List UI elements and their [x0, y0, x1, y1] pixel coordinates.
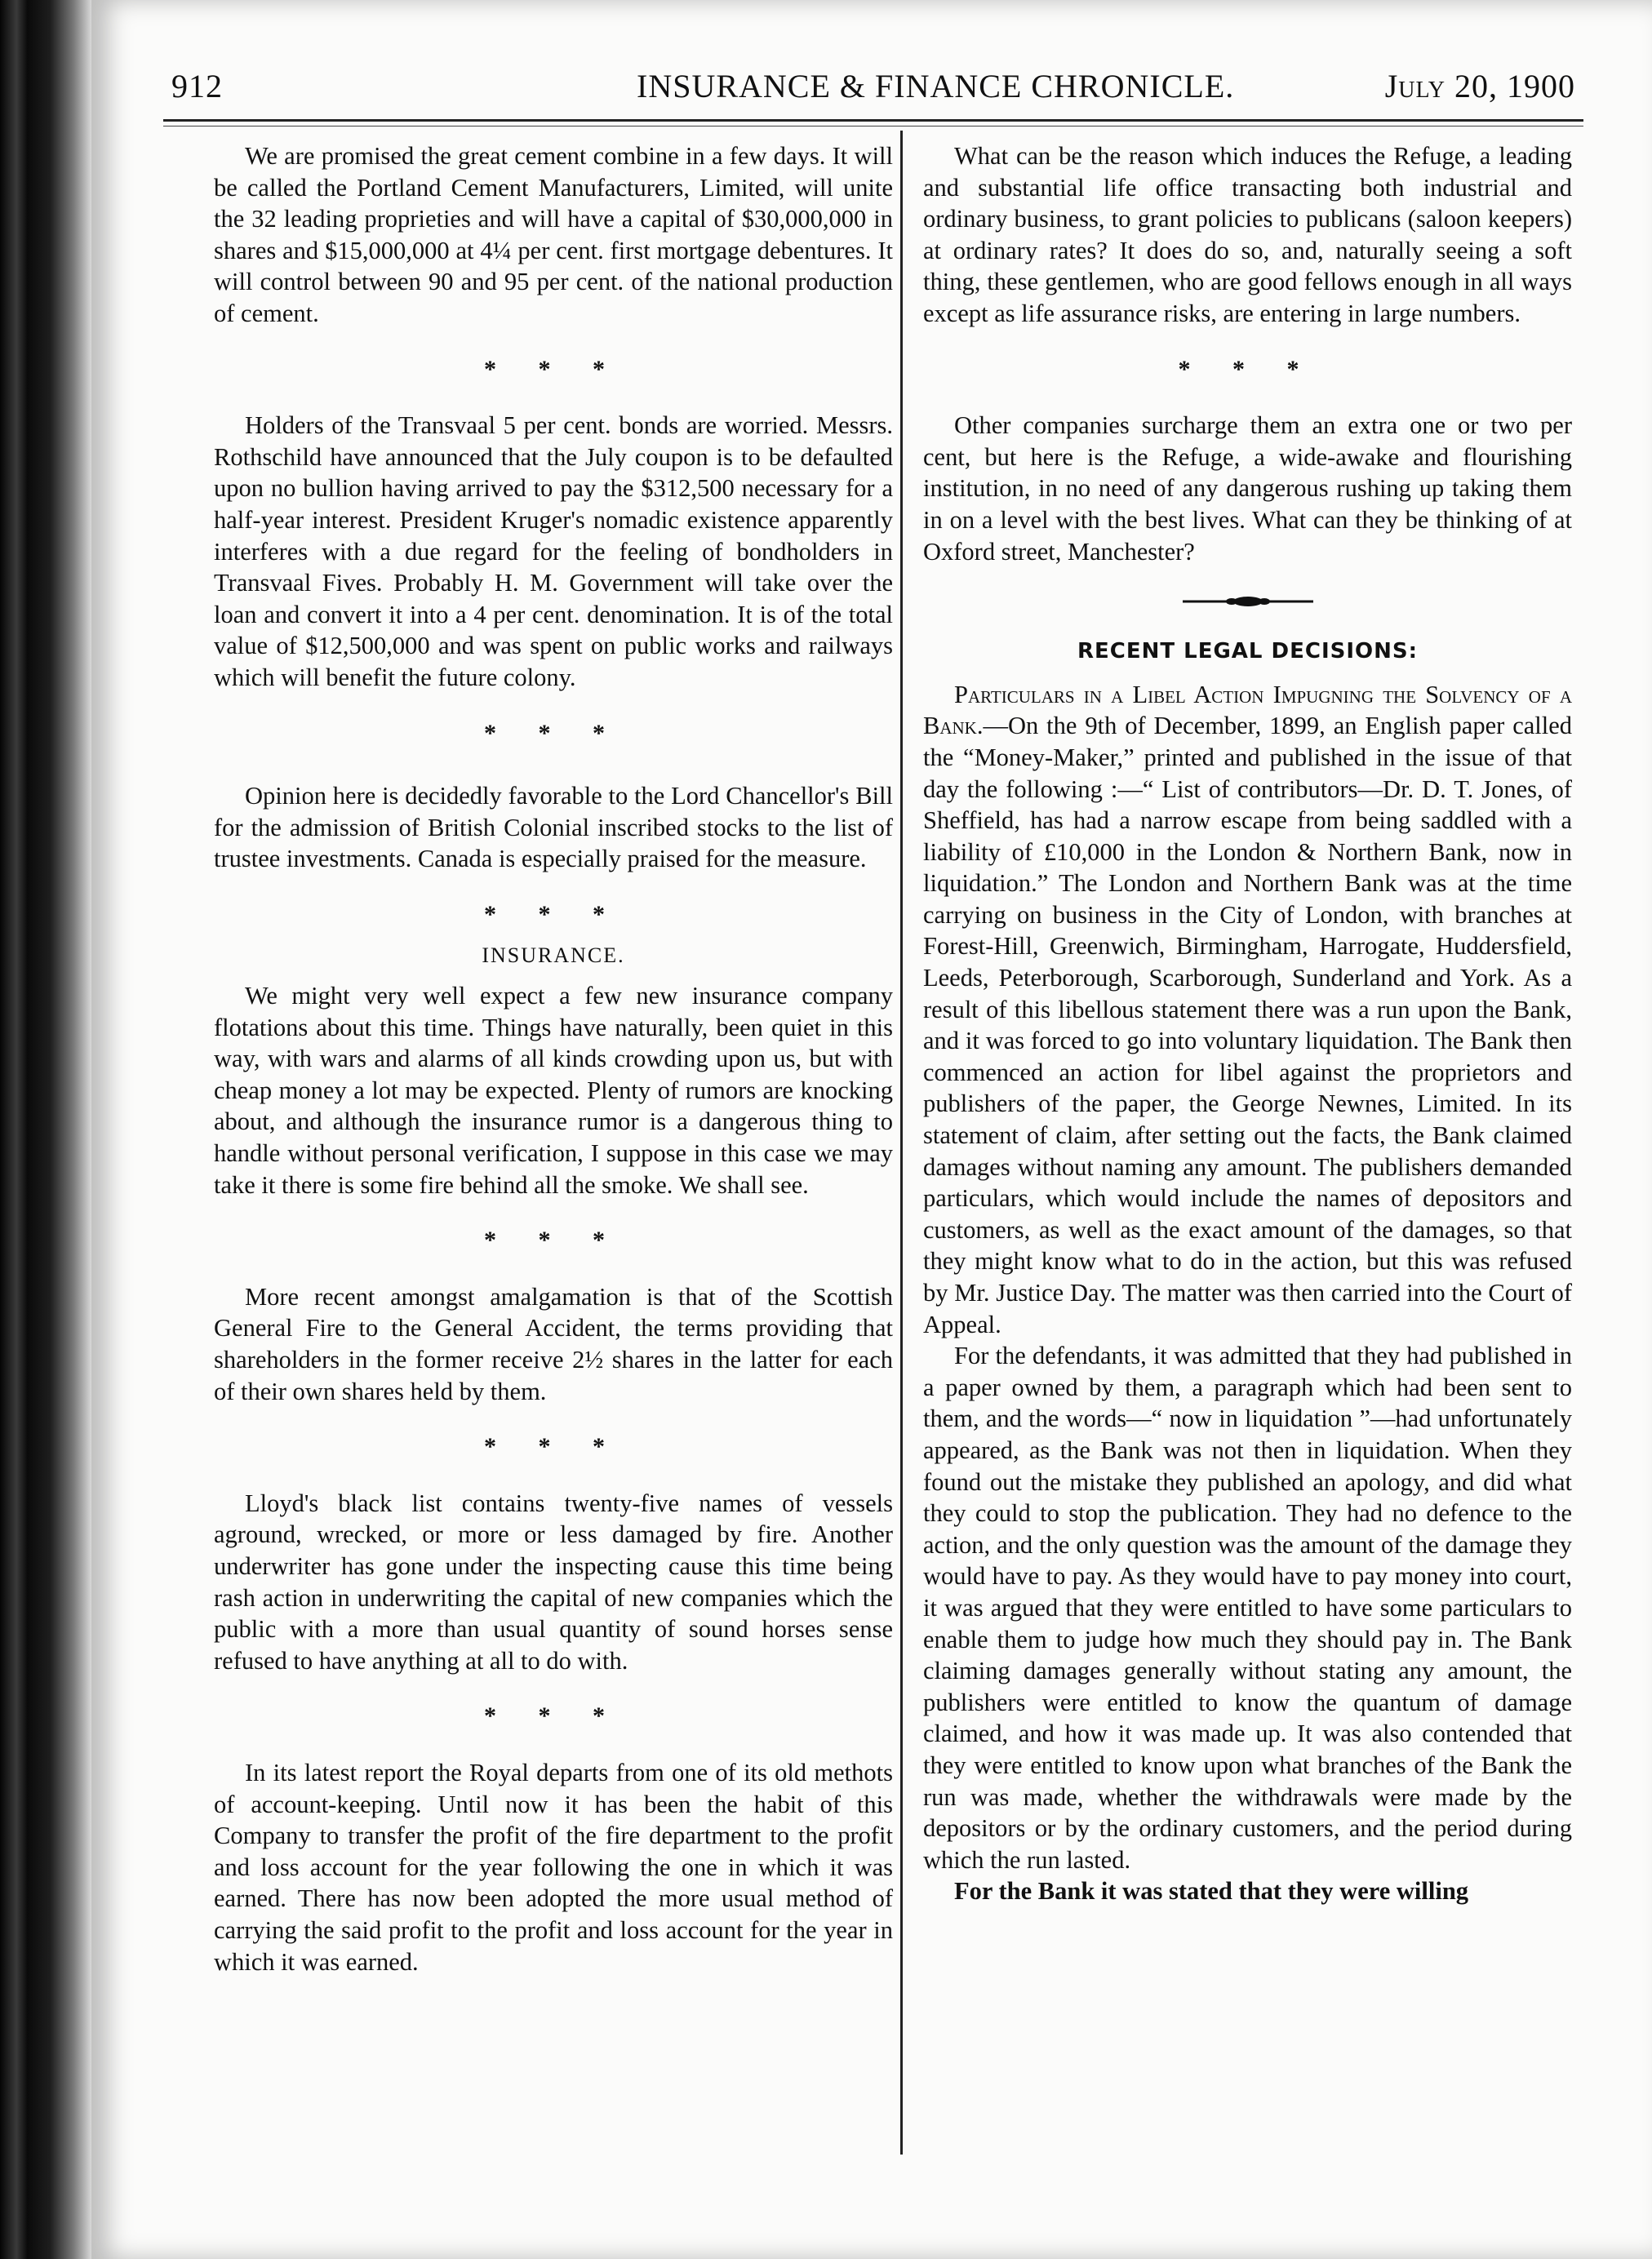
left-column: [214, 140, 893, 1977]
separator-stars: * * *: [1178, 355, 1317, 383]
separator-stars: * * *: [484, 900, 623, 928]
libel-action-lead: Particulars in a Libel Action Impugning the Solvency of a Bank.: [923, 680, 1572, 740]
paragraph-surcharge: Other companies surcharge them an extra one or two per cent, but here is the Refuge, a wide-awake and flourishing institution, in no need of any dangerous rushing up taking them in on a level with the best lives. What can they be thinking of at Oxford street, Manchester?: [923, 411, 1572, 566]
paragraph-insurance-flotations: We might very well expect a few new insurance company flotations about this time. Things have naturally, been quiet in this way, with wars and alarms of all kinds crowding upon us, but with cheap money a lot may be expected. Plenty of rumors are knocking about, and although the insurance rumor is a dangerous thing to handle without personal verification, I suppose in this case we may take it there is some fire behind all the smoke. We shall see.: [214, 982, 893, 1199]
paragraph-lloyds-black-list: Lloyd's black list contains twenty-five names of vessels aground, wrecked, or more or less damaged by fire. Another underwriter has gone under the inspecting cause this time being rash action in underwriting the capital of new companies which the public with a more than usual quantity of sound horses sense refused to have anything at all to do with.: [214, 1489, 893, 1675]
paragraph-amalgamation: More recent amongst amalgamation is that of the Scottish General Fire to the General Accident, the terms providing that shareholders in the former receive 2½ shares in the latter for each of their own shares held by them.: [214, 1282, 893, 1405]
column-rule: [900, 131, 903, 2155]
paragraph-refuge-policies: What can be the reason which induces the Refuge, a leading and substantial life office transacting both industrial and ordinary business, to grant policies to publicans (saloon keepers) at ordinary rates? It does do so, and, naturally seeing a soft thing, these gentlemen, who are good fellows enough in all ways except as life assurance risks, are entering in large numbers.: [923, 142, 1572, 327]
ornament-icon: [1183, 593, 1313, 610]
legal-decisions-heading: RECENT LEGAL DECISIONS:: [1077, 639, 1419, 664]
separator-stars: * * *: [484, 355, 623, 383]
separator-stars: * * *: [484, 1702, 623, 1730]
publication-title: INSURANCE & FINANCE CHRONICLE.: [637, 68, 1235, 104]
book-spine: [0, 0, 91, 2259]
issue-date: July 20, 1900: [1384, 68, 1575, 104]
paragraph-royal-report: In its latest report the Royal departs from one of its old methots of account-keeping. Until now it has been the habit of this Company to transfer the profit of the fire department to the profit and loss account for the year following the one in which it was earned. There has now been adopted the more usual method of carrying the said profit to the profit and loss account for the year in which it was earned.: [214, 1758, 893, 1976]
paragraph-defendants: For the defendants, it was admitted that they had published in a paper owned by them, a paragraph which had been sent to them, and the words—“ now in liquidation ”—had unfortunately appeared, as the Bank was not then in liquidation. When they found out the mistake they published an apology, and did what they could to stop the publication. They had no defence to the action, and the only question was the amount of the damage they would have to pay. As they would have to pay money into court, it was argued that they were entitled to have some particulars to enable them to judge how much they should pay in. The Bank claiming damages generally without stating any amount, the publishers were entitled to know the quantum of damage claimed, and how it was made up. It was also contended that they were entitled to know upon what branches of the Bank the run was made, whether the withdrawals were made by the depositors or by the ordinary customers, and the period during which the run lasted.: [923, 1342, 1572, 1874]
separator-stars: * * *: [484, 1227, 623, 1254]
section-subheading: INSURANCE.: [482, 943, 625, 968]
separator-stars: * * *: [484, 719, 623, 747]
page-number: 912: [171, 68, 223, 104]
paragraph-bank-willing: For the Bank it was stated that they were willing: [954, 1877, 1469, 1906]
paragraph-cement-combine: We are promised the great cement combine in a few days. It will be called the Portland Cement Manufacturers, Limited, will unite the 32 leading proprieties and will have a capital of $30,000,000 in shares and $15,000,000 at 4¼ per cent. first mortgage debentures. It will control between 90 and 95 per cent. of the national production of cement.: [214, 142, 893, 327]
header-rule: [163, 119, 1583, 122]
libel-action-body: —On the 9th of December, 1899, an English paper called the “Money-Maker,” printed and published in the issue of that day the following :—“ List of contributors—Dr. D. T. Jones, of Sheffield, has had a narrow escape from being saddled with a liability of £10,000 in the London & Northern Bank, now in liquidation.” The London and Northern Bank was at the time carrying on business in the City of London, with branches at Forest-Hill, Greenwich, Birmingham, Harrogate, Huddersfield, Leeds, Peterborough, Scarborough, Sunderland and York. As a result of this libellous statement there was a run upon the Bank, and it was forced to go into voluntary liquidation. The Bank then commenced an action for libel against the proprietors and publishers of the paper, the George Newnes, Limited. In its statement of claim, after setting out the facts, the Bank claimed damages without naming any amount. The publishers demanded particulars, which would include the names of depositors and customers, as well as the exact amount of the damages, so that they might know what to do in the action, but this was refused by Mr. Justice Day. The matter was then carried into the Court of Appeal.: [923, 712, 1572, 1338]
paragraph-colonial-stocks: Opinion here is decidedly favorable to the Lord Chancellor's Bill for the admission of British Colonial inscribed stocks to the list of trustee investments. Canada is especially praised for the measure.: [214, 782, 893, 873]
paragraph-transvaal-bonds: Holders of the Transvaal 5 per cent. bonds are worried. Messrs. Rothschild have announced that the July coupon is to be defaulted upon no bullion having arrived to pay the $312,500 necessary for a half-year interest. President Kruger's nomadic existence apparently interferes with a due regard for the feeling of bondholders in Transvaal Fives. Probably H. M. Government will take over the loan and convert it into a 4 per cent. denomination. It is of the total value of $12,500,000 and was spent on public works and railways which will benefit the future colony.: [214, 411, 893, 691]
paragraph-libel-action: [923, 679, 1572, 1340]
separator-stars: * * *: [484, 1433, 623, 1461]
right-column: [923, 140, 1572, 1907]
ornament-divider: [923, 585, 1572, 618]
running-header: [171, 67, 1575, 116]
